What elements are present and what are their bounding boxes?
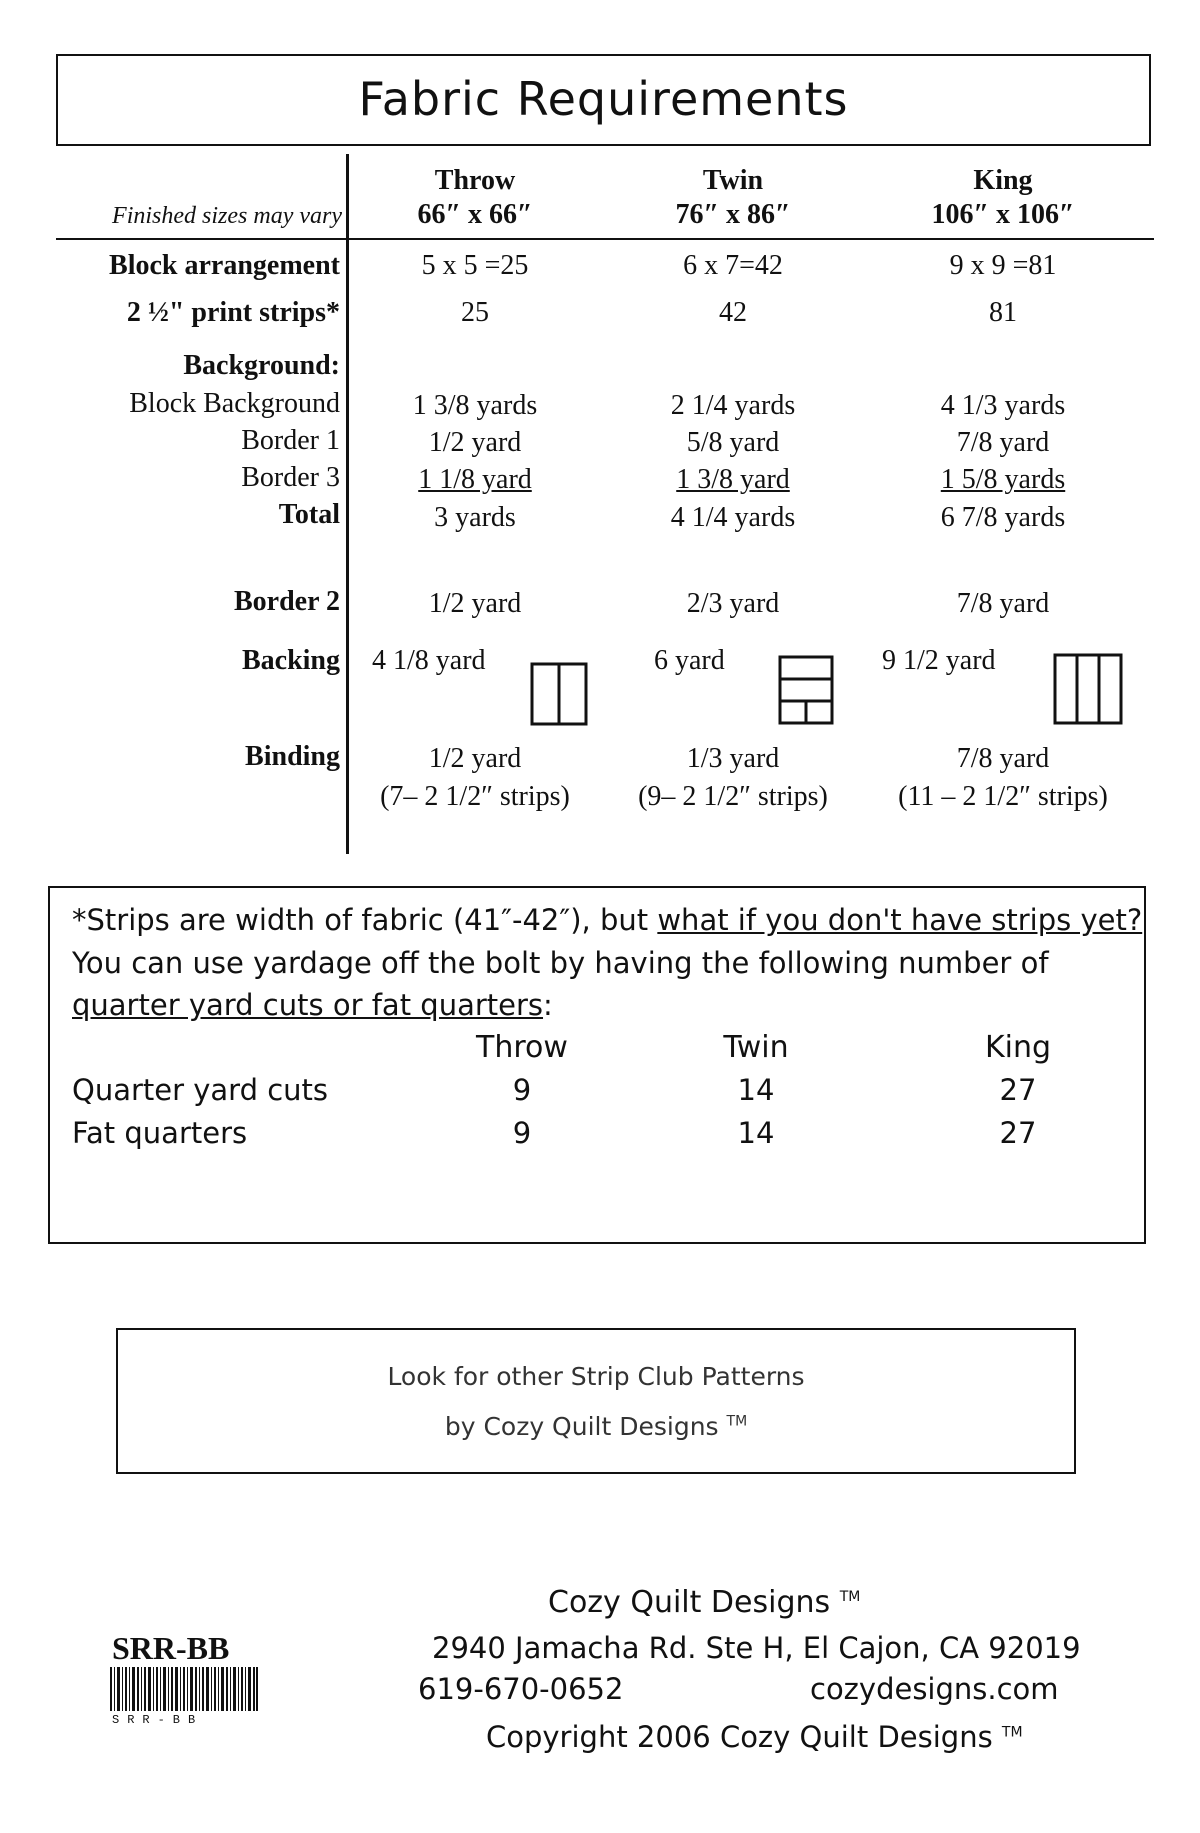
copyright-text: Copyright 2006 Cozy Quilt Designs: [486, 1720, 993, 1754]
cell-binding-strips-twin: (9– 2 1/2″ strips): [638, 781, 828, 812]
cell-border-2-twin: 2/3 yard: [686, 588, 780, 619]
column-name: King: [973, 165, 1033, 196]
cell-block-arrangement-king: 9 x 9 =81: [949, 250, 1057, 281]
cell-print-strips-king: 81: [989, 297, 1017, 328]
footer-copyright: [486, 1720, 1023, 1754]
cell-border-3-king: 1 5/8 yards: [940, 464, 1066, 495]
cell-backing-king: 9 1/2 yard: [882, 645, 996, 676]
quarters-row-label-fat-quarters: Fat quarters: [72, 1116, 248, 1150]
cell-total-twin: 4 1/4 yards: [670, 502, 796, 533]
finished-sizes-note: Finished sizes may vary: [112, 203, 342, 229]
cell-border-3-throw: 1 1/8 yard: [418, 464, 532, 495]
cell-block-background-throw: 1 3/8 yards: [412, 390, 538, 421]
row-label-print-strips: 2 ½" print strips*: [126, 297, 340, 328]
promo-line-2: [118, 1412, 1074, 1441]
promo-box: [116, 1328, 1076, 1474]
row-label-binding: Binding: [245, 741, 340, 772]
cell-print-strips-twin: 42: [719, 297, 747, 328]
row-label-border-3: Border 3: [241, 462, 340, 493]
cell-border-2-king: 7/8 yard: [956, 588, 1050, 619]
row-label-block-arrangement: Block arrangement: [109, 250, 340, 281]
quarters-quarter-yard-throw: 9: [512, 1073, 532, 1107]
footer-company: [548, 1585, 860, 1620]
promo-trademark: TM: [726, 1413, 748, 1430]
cell-backing-throw: 4 1/8 yard: [372, 645, 486, 676]
backing-twin-diagram-icon: [778, 655, 836, 727]
footer-address: 2940 Jamacha Rd. Ste H, El Cajon, CA 92019: [432, 1631, 1081, 1665]
cell-block-arrangement-throw: 5 x 5 =25: [421, 250, 529, 281]
column-header-twin: [603, 164, 863, 232]
promo-line-1: Look for other Strip Club Patterns: [387, 1362, 805, 1391]
copyright-trademark: TM: [1001, 1724, 1023, 1741]
footer-website[interactable]: cozydesigns.com: [810, 1672, 1059, 1706]
column-size: 106″ x 106″: [931, 199, 1075, 230]
backing-throw-diagram-icon: [530, 662, 590, 728]
barcode-caption: SRR-BB: [112, 1713, 204, 1727]
quarters-header-throw: Throw: [476, 1030, 568, 1065]
row-label-border-2: Border 2: [233, 586, 340, 617]
cell-binding-throw: 1/2 yard: [428, 743, 522, 774]
column-header-king: [873, 164, 1133, 232]
cell-binding-strips-throw: (7– 2 1/2″ strips): [380, 781, 570, 812]
sku-label: SRR-BB: [112, 1630, 230, 1666]
column-name: Twin: [702, 165, 764, 196]
table-header-rule: [56, 238, 1154, 240]
backing-king-diagram-icon: [1053, 653, 1125, 727]
cell-binding-strips-king: (11 – 2 1/2″ strips): [898, 781, 1108, 812]
cell-border-1-twin: 5/8 yard: [686, 427, 780, 458]
company-trademark: TM: [839, 1589, 861, 1605]
quarters-fat-quarters-king: 27: [999, 1116, 1037, 1150]
column-size: 76″ x 86″: [675, 199, 791, 230]
cell-print-strips-throw: 25: [461, 297, 489, 328]
cell-border-2-throw: 1/2 yard: [428, 588, 522, 619]
cell-block-arrangement-twin: 6 x 7=42: [683, 250, 783, 281]
cell-binding-king: 7/8 yard: [956, 743, 1050, 774]
row-label-total: Total: [278, 499, 340, 530]
strips-note-colon: :: [543, 988, 553, 1022]
cell-border-1-king: 7/8 yard: [956, 427, 1050, 458]
quarters-header-twin: Twin: [723, 1030, 789, 1065]
row-label-backing: Backing: [241, 645, 340, 676]
quarters-header-king: King: [984, 1030, 1052, 1065]
title-box: [56, 54, 1151, 146]
cell-block-background-king: 4 1/3 yards: [940, 390, 1066, 421]
strips-note-line-2: You can use yardage off the bolt by having the following number of: [72, 946, 1049, 980]
footer-phone: 619-670-0652: [418, 1672, 624, 1706]
page-title: Fabric Requirements: [358, 72, 849, 126]
cell-total-throw: 3 yards: [434, 502, 516, 533]
strips-note-box: [48, 886, 1146, 1244]
strips-note-text: *Strips are width of fabric (41″-42″), but: [72, 903, 658, 937]
row-label-border-1: Border 1: [241, 425, 340, 456]
row-label-block-background: Block Background: [129, 388, 340, 419]
barcode-icon: [110, 1667, 258, 1711]
quarters-fat-quarters-throw: 9: [512, 1116, 532, 1150]
quarters-quarter-yard-king: 27: [999, 1073, 1037, 1107]
cell-backing-twin: 6 yard: [654, 645, 725, 676]
cell-total-king: 6 7/8 yards: [940, 502, 1066, 533]
company-name: Cozy Quilt Designs: [548, 1585, 831, 1620]
column-header-throw: [345, 164, 605, 232]
promo-brand: by Cozy Quilt Designs: [444, 1412, 719, 1441]
strips-note-cuts: quarter yard cuts or fat quarters: [72, 988, 544, 1022]
column-name: Throw: [434, 165, 516, 196]
cell-border-1-throw: 1/2 yard: [428, 427, 522, 458]
quarters-fat-quarters-twin: 14: [737, 1116, 775, 1150]
quarters-row-label-quarter-yard: Quarter yard cuts: [72, 1073, 329, 1107]
strips-note-line-3: [72, 988, 553, 1022]
strips-note-question: what if you don't have strips yet?: [657, 903, 1143, 937]
cell-border-3-twin: 1 3/8 yard: [676, 464, 790, 495]
quarters-quarter-yard-twin: 14: [737, 1073, 775, 1107]
cell-block-background-twin: 2 1/4 yards: [670, 390, 796, 421]
row-label-background: Background:: [183, 350, 340, 381]
cell-binding-twin: 1/3 yard: [686, 743, 780, 774]
column-size: 66″ x 66″: [417, 199, 533, 230]
strips-note-line-1: [72, 903, 1142, 937]
